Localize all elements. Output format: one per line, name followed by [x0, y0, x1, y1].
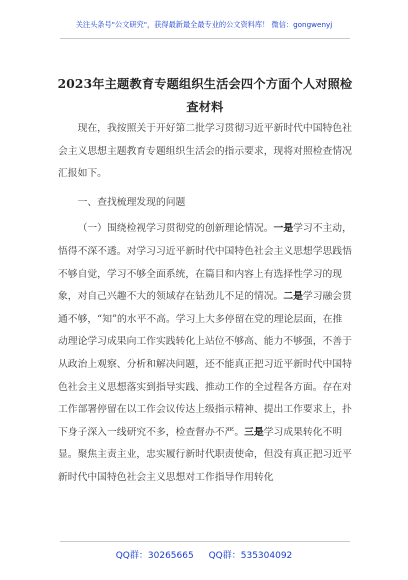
promo-banner: 关注头条号"公文研究"，获得最新最全最专业的公文资料库！ 微信：gongwenyj: [75, 20, 333, 29]
footer-divider: [60, 541, 350, 542]
header-divider: [60, 38, 350, 39]
point-marker-3: 三是: [244, 426, 264, 438]
point-marker-2: 二是: [283, 291, 303, 303]
qq-group-1: QQ群：30265665: [115, 551, 194, 561]
body-paragraph: [58, 218, 352, 489]
point-text-2: 学习融会贯通不够，“知”的水平不高。学习上大多停留在党的理论层面，在推动理论学习成果向工作实践转化上站位不够高、能力不够强，不善于从政治上观察、分析和解决问题，还不能真正把习近平新时代中国特色社会主义思想落实到指导实践、推动工作的全过程各方面。存在对工作部署停留在以工作会议传达上级指示精神、提出工作要求上，扑下身子深入一线研究不多，检查督办不严。: [58, 291, 352, 438]
point-text-3: 学习成果转化不明显。聚焦主责主业，忠实履行新时代职责使命，但没有真正把习近平新时代中国特色社会主义思想对工作指导作用转化: [58, 426, 352, 483]
point-text-1: 学习不主动，悟得不深不透。对学习习近平新时代中国特色社会主义思想学思践悟不够自觉，学习不够全面系统，在篇目和内容上有选择性学习的现象，对自己兴趣不大的领域存在钻劲儿不足的情况。: [58, 223, 352, 303]
intro-paragraph: 现在，我按照关于开好第二批学习贯彻习近平新时代中国特色社会主义思想主题教育专题组织生活会的指示要求，现将对照检查情况汇报如下。: [58, 123, 352, 180]
point-marker-1: 一是: [273, 223, 294, 235]
qq-group-2: QQ群：535304092: [208, 551, 293, 561]
document-title: 2023年主题教育专题组织生活会四个方面个人对照检查材料: [57, 77, 353, 114]
document-body: [58, 118, 352, 490]
section-heading: 一、查找梳理发现的问题: [77, 196, 186, 208]
footer-contacts: [0, 548, 408, 561]
subsection-heading: （一）围绕检视学习贯彻党的创新理论情况。: [77, 223, 274, 235]
